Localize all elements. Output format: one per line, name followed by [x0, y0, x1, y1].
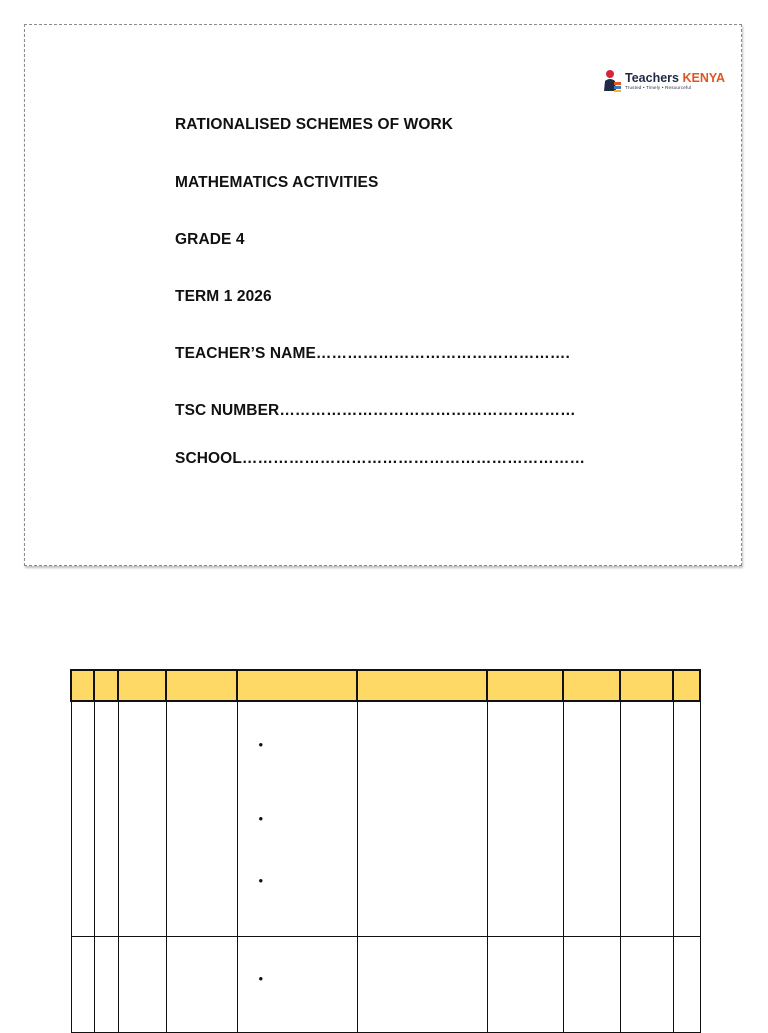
table-cell: [94, 937, 118, 1033]
header-cell: [71, 670, 94, 701]
outcomes-cell: [237, 701, 357, 937]
table-cell: [487, 937, 563, 1033]
table-header-row: [71, 670, 700, 701]
header-cell: [357, 670, 487, 701]
header-cell: [237, 670, 357, 701]
table-cell: [357, 937, 487, 1033]
table-cell: [166, 937, 237, 1033]
table-cell: [673, 937, 700, 1033]
grade-line: GRADE 4: [175, 231, 245, 248]
scheme-table: [70, 669, 701, 1033]
table-cell: [94, 701, 118, 937]
table-row: [71, 701, 700, 937]
teachers-kenya-logo: [602, 69, 725, 93]
bullet-point: •: [258, 811, 264, 826]
table-cell: [118, 937, 166, 1033]
table-cell: [357, 701, 487, 937]
logo-tagline: Trusted • Timely • Resourceful: [625, 84, 692, 90]
bullet-point: •: [258, 737, 264, 752]
table-cell: [563, 701, 620, 937]
table-cell: [563, 937, 620, 1033]
header-cell: [563, 670, 620, 701]
school-line: SCHOOL…………………………………………………………: [175, 450, 586, 467]
header-cell: [487, 670, 563, 701]
tsc-number-line: TSC NUMBER…………………………………………………: [175, 402, 576, 419]
header-cell: [118, 670, 166, 701]
logo-word-teachers: Teachers: [625, 71, 679, 85]
table-cell: [620, 937, 673, 1033]
table-cell: [166, 701, 237, 937]
table-cell: [118, 701, 166, 937]
table-cell: [71, 937, 94, 1033]
header-cell: [94, 670, 118, 701]
table-row: [71, 937, 700, 1033]
document-title: RATIONALISED SCHEMES OF WORK: [175, 116, 454, 133]
term-line: TERM 1 2026: [175, 288, 272, 305]
teacher-name-line: TEACHER’S NAME………………………………………….: [175, 345, 570, 362]
logo-wordmark: [625, 72, 725, 85]
cover-page-box: [24, 24, 742, 566]
logo-word-kenya: KENYA: [682, 71, 726, 85]
table-cell: [620, 701, 673, 937]
table-cell: [487, 701, 563, 937]
table-cell: [71, 701, 94, 937]
bullet-point: •: [258, 971, 264, 986]
teacher-figure-icon: [602, 69, 622, 93]
header-cell: [620, 670, 673, 701]
outcomes-cell: [237, 937, 357, 1033]
table-cell: [673, 701, 700, 937]
header-cell: [166, 670, 237, 701]
header-cell: [673, 670, 700, 701]
bullet-point: •: [258, 873, 264, 888]
subject-line: MATHEMATICS ACTIVITIES: [175, 174, 379, 191]
